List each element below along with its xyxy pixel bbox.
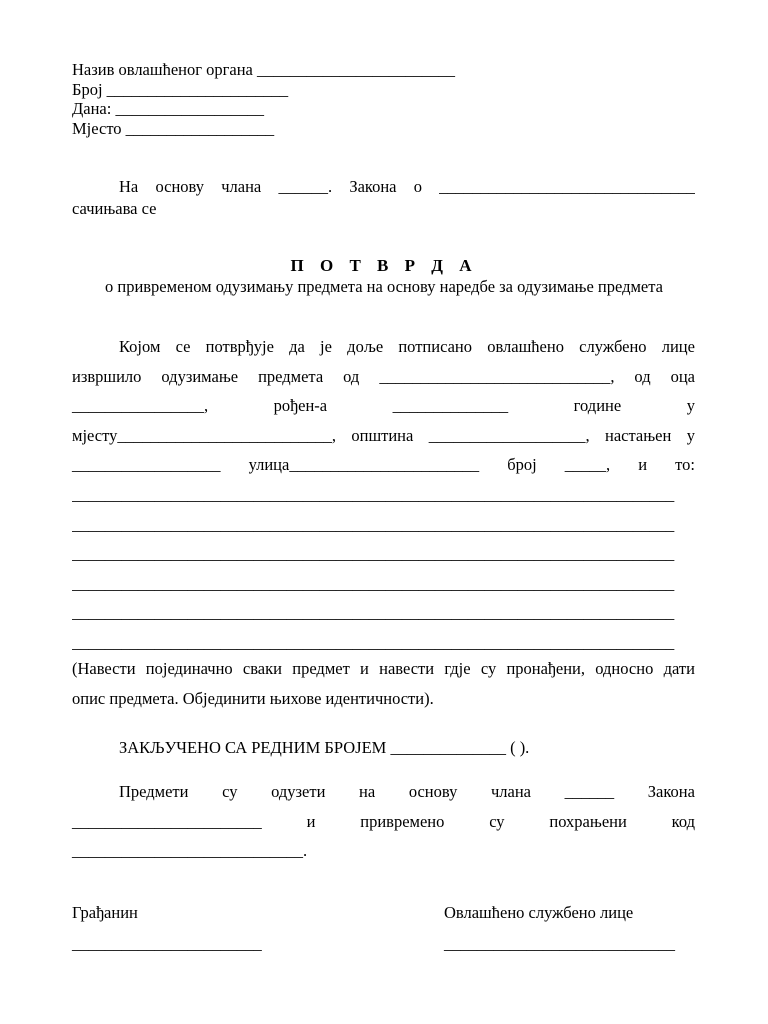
intro-word: основу bbox=[155, 177, 205, 196]
body-word: да bbox=[289, 337, 305, 356]
document-subtitle: о привременом одузимању предмета на основу наредбе за одузимање предмета bbox=[104, 277, 663, 296]
body-line-5 bbox=[72, 455, 695, 475]
body-line-4 bbox=[72, 426, 695, 446]
intro-word: члана bbox=[221, 177, 262, 196]
item-blank-line: _________________________________________________________________________ bbox=[72, 603, 675, 622]
note-word: сваки bbox=[242, 659, 282, 678]
body-word: настањен bbox=[605, 426, 672, 445]
body-word: у bbox=[686, 396, 695, 415]
seized-line-2 bbox=[72, 812, 695, 832]
seized-word: основу bbox=[408, 782, 458, 801]
body-word: ______________ bbox=[392, 396, 509, 415]
body-word: лице bbox=[661, 337, 695, 356]
body-line-3 bbox=[72, 396, 695, 416]
authority-name-field: Назив овлашћеног органа ________________________ bbox=[72, 60, 456, 79]
document-title: П О Т В Р Д А bbox=[290, 256, 478, 275]
body-word: доље bbox=[347, 337, 384, 356]
date-field: Дана: __________________ bbox=[72, 99, 264, 118]
note-word: гдје bbox=[444, 659, 471, 678]
item-blank-line: _________________________________________________________________________ bbox=[72, 515, 675, 534]
note-word: појединачно bbox=[145, 659, 233, 678]
body-word: ________________, bbox=[72, 396, 209, 415]
body-word: од bbox=[343, 367, 360, 386]
body-word: мјесту__________________________, bbox=[72, 426, 336, 445]
note-word: односно bbox=[595, 659, 654, 678]
seized-word: и bbox=[306, 812, 316, 831]
citizen-signature-label: Грађанин bbox=[72, 903, 138, 922]
concluded-serial-number: ЗАКЉУЧЕНО СА РЕДНИМ БРОЈЕМ ______________ ( ). bbox=[119, 738, 530, 757]
seized-word: похрањени bbox=[549, 812, 627, 831]
note-word: навести bbox=[379, 659, 435, 678]
body-line-1 bbox=[119, 337, 695, 357]
seized-word: код bbox=[671, 812, 695, 831]
intro-line-1 bbox=[119, 177, 695, 197]
official-signature-line: ____________________________ bbox=[444, 934, 675, 953]
seized-word: на bbox=[359, 782, 376, 801]
place-field: Мјесто __________________ bbox=[72, 119, 275, 138]
item-blank-line: _________________________________________________________________________ bbox=[72, 633, 675, 652]
body-word: службено bbox=[579, 337, 647, 356]
body-word: рођен-а bbox=[273, 396, 328, 415]
note-word: и bbox=[360, 659, 369, 678]
intro-word: На bbox=[119, 177, 139, 196]
body-word: потписано bbox=[398, 337, 473, 356]
body-word: оца bbox=[670, 367, 695, 386]
intro-word: ______. bbox=[278, 177, 333, 196]
citizen-signature-line: _______________________ bbox=[72, 934, 262, 953]
intro-word: Закона bbox=[349, 177, 397, 196]
body-word: Којом bbox=[119, 337, 161, 356]
item-blank-line: _________________________________________________________________________ bbox=[72, 574, 675, 593]
intro-line-2: сачињава се bbox=[72, 199, 157, 218]
body-word: улица_______________________ bbox=[248, 455, 480, 474]
body-line-2 bbox=[72, 367, 695, 387]
seized-line-1 bbox=[119, 782, 695, 802]
body-word: то: bbox=[675, 455, 695, 474]
seized-word: привремено bbox=[360, 812, 445, 831]
body-word: број bbox=[507, 455, 537, 474]
item-blank-line: _________________________________________________________________________ bbox=[72, 544, 675, 563]
body-word: __________________ bbox=[72, 455, 221, 474]
seized-word: су bbox=[222, 782, 238, 801]
seized-word: одузети bbox=[271, 782, 326, 801]
body-word: се bbox=[175, 337, 191, 356]
body-word: предмета bbox=[258, 367, 324, 386]
body-word: у bbox=[686, 426, 695, 445]
item-blank-line: _________________________________________________________________________ bbox=[72, 485, 675, 504]
seized-word: су bbox=[489, 812, 505, 831]
body-word: потврђује bbox=[205, 337, 274, 356]
body-word: је bbox=[320, 337, 332, 356]
seized-word: члана bbox=[490, 782, 531, 801]
seized-word: Предмети bbox=[119, 782, 189, 801]
intro-word: о bbox=[413, 177, 422, 196]
body-word: ___________________, bbox=[428, 426, 590, 445]
body-word: године bbox=[573, 396, 622, 415]
document-number-field: Број ______________________ bbox=[72, 80, 289, 99]
seized-word: ______ bbox=[564, 782, 615, 801]
note-line-2: опис предмета. Објединити њихове идентичности). bbox=[72, 689, 434, 708]
body-word: овлашћено bbox=[487, 337, 564, 356]
note-word: (Навести bbox=[72, 659, 136, 678]
body-word: одузимање bbox=[161, 367, 239, 386]
official-signature-label: Овлашћено службено лице bbox=[444, 903, 634, 922]
note-word: су bbox=[480, 659, 497, 678]
note-word: пронађени, bbox=[506, 659, 586, 678]
note-word: дати bbox=[663, 659, 695, 678]
intro-word: _______________________________ bbox=[439, 177, 695, 196]
body-word: и bbox=[638, 455, 648, 474]
body-word: извршило bbox=[72, 367, 142, 386]
seized-line-3: ____________________________. bbox=[72, 841, 308, 860]
note-line-1 bbox=[72, 659, 695, 679]
seized-word: _______________________ bbox=[72, 812, 262, 831]
body-word: ____________________________, bbox=[379, 367, 615, 386]
body-word: од bbox=[634, 367, 651, 386]
body-word: општина bbox=[351, 426, 414, 445]
body-word: _____, bbox=[564, 455, 611, 474]
note-word: предмет bbox=[292, 659, 350, 678]
seized-word: Закона bbox=[647, 782, 695, 801]
